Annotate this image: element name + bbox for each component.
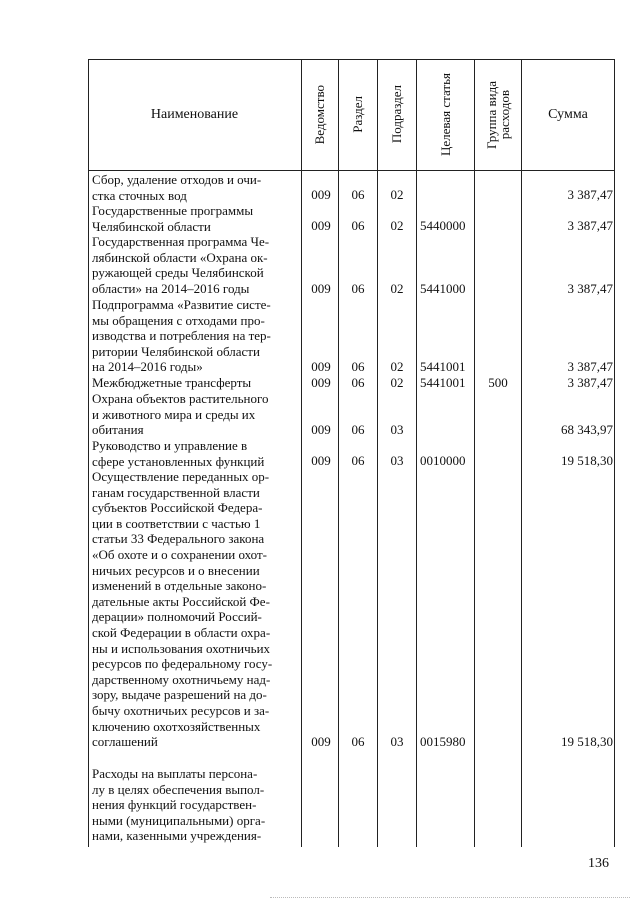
row-podrazdel: 03 (390, 734, 404, 749)
row-vedomstvo: 009 (311, 218, 331, 233)
row-name: Государственная программа Че- лябинской области «Охрана ок- ружающей среды Челябинской области» на 2014–2016 годы (92, 234, 270, 296)
row-name: Охрана объектов растительного и животного мира и среды их обитания (92, 391, 269, 438)
row-summa: 3 387,47 (567, 359, 613, 374)
header-celevaya-label: Целевая статья (437, 72, 453, 156)
row-razdel: 06 (351, 375, 365, 390)
row-celevaya: 5440000 (420, 218, 466, 233)
header-podrazdel (377, 59, 416, 170)
row-celevaya: 5441001 (420, 375, 466, 390)
row-podrazdel: 02 (390, 187, 404, 202)
row-razdel: 06 (351, 187, 365, 202)
row-gruppa: 500 (488, 375, 508, 390)
row-razdel: 06 (351, 218, 365, 233)
header-gruppa-vida-rashodov (474, 59, 521, 170)
header-summa: Сумма (548, 106, 588, 122)
row-summa: 19 518,30 (561, 453, 613, 468)
row-vedomstvo: 009 (311, 359, 331, 374)
budget-table (88, 59, 615, 847)
column-divider (416, 59, 417, 847)
row-vedomstvo: 009 (311, 453, 331, 468)
row-celevaya: 0015980 (420, 734, 466, 749)
scan-artifact-divider (270, 897, 630, 898)
row-vedomstvo: 009 (311, 734, 331, 749)
header-razdel-label: Раздел (350, 96, 365, 133)
column-divider (301, 59, 302, 847)
row-name: Подпрограмма «Развитие систе- мы обращения с отходами про- изводства и потребления на тер- ритории Челябинской области на 2014–2016 годы» (92, 297, 271, 375)
row-celevaya: 0010000 (420, 453, 466, 468)
row-vedomstvo: 009 (311, 281, 331, 296)
row-summa: 3 387,47 (567, 281, 613, 296)
header-vedomstvo-label: Ведомство (312, 84, 327, 145)
header-bottom-border (88, 170, 615, 171)
row-podrazdel: 02 (390, 281, 404, 296)
header-gruppa-label-line2: расходов (496, 89, 512, 140)
row-name: Государственные программы Челябинской области (92, 203, 254, 234)
header-gruppa-label-line1: Группа вида (483, 80, 499, 149)
row-name: Осуществление переданных ор- ганам государственной власти субъектов Российской Федера- ции в соответствии с частью 1 статьи 33 Федерального закона «Об охоте и о сохранении охот- ничьих ресурсов и о внесении изменений в отдельные законо- дательные акты Российской Фе- дерации» полномочий Россий- ской Федерации в области охра- ны и использования охотничьих ресурсов по федеральному госу- дарственному охотничьему над- зору, выдаче разрешений на до- бычу охотничьих ресурсов и за- ключению охотхозяйственных соглашений (92, 469, 273, 750)
row-razdel: 06 (351, 453, 365, 468)
row-podrazdel: 02 (390, 375, 404, 390)
row-razdel: 06 (351, 359, 365, 374)
row-summa: 19 518,30 (561, 734, 613, 749)
column-divider (88, 59, 89, 847)
header-celevaya-statya (416, 59, 474, 170)
row-razdel: 06 (351, 422, 365, 437)
row-summa: 3 387,47 (567, 375, 613, 390)
column-divider (614, 59, 615, 847)
header-podrazdel-label: Подраздел (389, 85, 404, 144)
row-podrazdel: 03 (390, 453, 404, 468)
row-vedomstvo: 009 (311, 187, 331, 202)
row-name: Сбор, удаление отходов и очи- стка сточных вод (92, 172, 262, 203)
row-name: Расходы на выплаты персона- лу в целях обеспечения выпол- нения функций государствен- ными (муниципальными) орга- нами, казенными учреждения- (92, 766, 266, 844)
row-summa: 68 343,97 (561, 422, 613, 437)
column-divider (338, 59, 339, 847)
row-summa: 3 387,47 (567, 187, 613, 202)
row-name: Руководство и управление в сфере установленных функций (92, 438, 265, 469)
header-razdel (338, 59, 377, 170)
row-summa: 3 387,47 (567, 218, 613, 233)
header-name: Наименование (150, 106, 239, 122)
row-razdel: 06 (351, 734, 365, 749)
row-podrazdel: 02 (390, 359, 404, 374)
header-vedomstvo (301, 59, 338, 170)
row-vedomstvo: 009 (311, 422, 331, 437)
row-vedomstvo: 009 (311, 375, 331, 390)
row-podrazdel: 03 (390, 422, 404, 437)
page-number: 136 (588, 856, 609, 871)
row-razdel: 06 (351, 281, 365, 296)
row-celevaya: 5441001 (420, 359, 466, 374)
row-podrazdel: 02 (390, 218, 404, 233)
row-celevaya: 5441000 (420, 281, 466, 296)
row-name: Межбюджетные трансферты (92, 375, 252, 390)
